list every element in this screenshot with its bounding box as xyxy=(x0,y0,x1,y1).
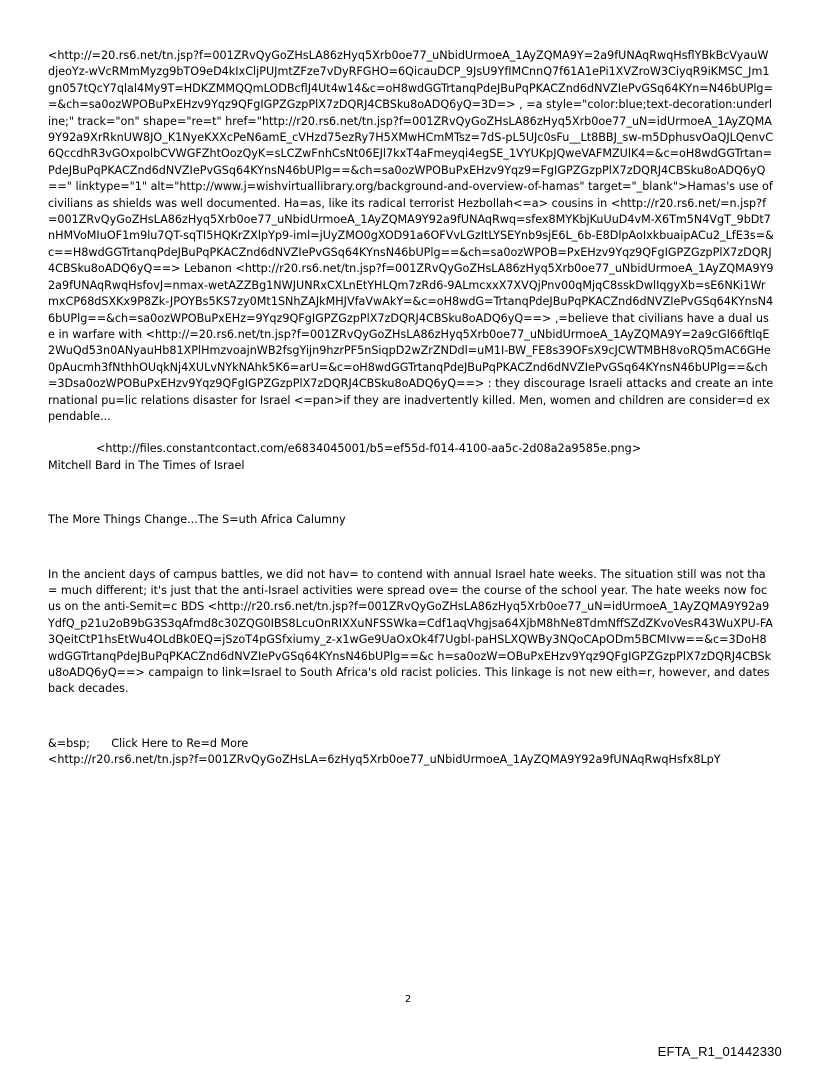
paragraph-gap xyxy=(48,474,774,512)
source-attribution: Mitchell Bard in The Times of Israel xyxy=(48,458,245,472)
paragraph-gap xyxy=(48,529,774,567)
body-paragraph-south-africa: In the ancient days of campus battles, we did not hav= to contend with annual Israel hate weeks. The situation still was not tha= much different; it's just that the anti-Israel activities were spread ove= the course of the school year. The hate weeks now focus on the anti-Semit=c BDS <http://r20.rs6.net/tn.jsp?f=001ZRvQyGoZHsLA86zHyq5Xrb0oe77_uN=idUrmoeA_1AyZQMA9Y92a9YdfQ_p21u2oB9bG3S3qAfmd8c30ZQG0IBS8LcuOnRIXXuNFSSWka=Cdf1aqVhgjsa64XjbM8hNe8TdmNffSZdZKvoVesR43WuXPU-FA3QeitCtP1hsEtWu4OLdBk0EQ=jSzoT4pGSfxiumy_z-x1wGe9UaOxOk4f7Ugbl-paHSLXQWBy3NQoCApODm5BCMIvw==&c=3DoH8wdGGTrtanqPdeJBuPqPKACZnd6dNVZIePvGSq64KYnsN46bUPlg==&c h=sa0ozW=OBuPxEHzv9Yqz9QFgIGPZGzpPlX7zDQRJ4CBSku8oADQ6yQ==> campaign to link=Israel to South Africa's old racist policies. This linkage is not new eith=r, however, and dates back decades. xyxy=(48,567,773,696)
body-paragraph-hamas: <http://=20.rs6.net/tn.jsp?f=001ZRvQyGoZHsLA86zHyq5Xrb0oe77_uNbidUrmoeA_1AyZQMA9Y=2a9fUNAqRwqHsflYBkBcVyauWdjeoYz-wVcRMmMyzg9bTO9eD4kIxCljPUJmtZFze7vDyRFGHO=6QicauDCP_9JsU9YfIMCnnQ7f61A1ePi1XVZroW3CiyqR9iKMSC_Jm1gn057tQcY7qlal4My9T=HDKZMMQQmLODBcflJ4Ut4w14&c=oH8wdGGTrtanqPdeJBuPqPKACZnd6dNVZIePvGSq64KYn=N46bUPlg==&ch=sa0ozWPOBuPxEHzv9Yqz9QFgIGPZGzpPlX7zDQRJ4CBSku8oADQ6yQ=3D=> , =a style="color:blue;text-decoration:underline;" track="on" shape="re=t" href="http://r20.rs6.net/tn.jsp?f=001ZRvQyGoZHsLA86zHyq5Xrb0oe77_uN=idUrmoeA_1AyZQMA9Y92a9XrRknUW8JO_K1NyeKXXcPeN6amE_cVHzd75ezRy7H5XMwHCmMTsz=7dS-pL5UJc0sFu__Lt8BBJ_sw-m5DphusvOaQJLQenvC6QccdhR3vGOxpolbCVWGFZhtOozQyK=sLCZwFnhCsNt06EJl7kxT4aFmeyqi4egSE_1VYUKpJQweVAFMZUlK4=&c=oH8wdGGTrtan=PdeJBuPqPKACZnd6dNVZIePvGSq64KYnsN46bUPlg==&ch=sa0ozWPOBuPxEHzv9Yqz9=FgIGPZGzpPlX7zDQRJ4CBSku8oADQ6yQ==" linktype="1" alt="http://www.j=wishvirtuallibrary.org/background-and-overview-of-hamas" target="_blank">Hamas's use of civilians as shields was well documented. Ha=as, like its radical terrorist Hezbollah<=a> cousins in <http://r20.rs6.net/=n.jsp?f=001ZRvQyGoZHsLA86zHyq5Xrb0oe77_uNbidUrmoeA_1AyZQMA9Y92a9fUNAqRwq=sfex8MYKbjKuUuD4vM-X6Tm5N4VgT_9bDt7nHMVoMIuOF1m9lu7QT-sqTI5HQKrZXlpYp9-iml=jUyZMO0gXOD91a6OFVvLGzItLYSEYnb9sjE6L_6b-E8DlpAoIxkbuaipACu2_LfE3s=&c==H8wdGGTrtanqPdeJBuPqPKACZnd6dNVZIePvGSq64KYnsN46bUPlg==&ch=sa0ozWPOB=PxEHzv9Yqz9QFgIGPZGzpPlX7zDQRJ4CBSku8oADQ6yQ==> Lebanon <http://r20.rs6.net/tn.jsp?f=001ZRvQyGoZHsLA86zHyq5Xrb0oe77_uNbidUrmoeA_1AyZQMA9Y92a9fUNAqRwqHsfovJ=nmax-wetAZZBg1NWJUNRxCXLnEtYHLQm7zRd6-9ALmcxxX7XVQjPnv00qMjqC8sskDwlIqgyXb=sE6NKi1WrmxCP68dSXKx9P8Zk-JPOYBs5KS7zy0Mt1SNhZAJkMHJVfaVwAkY=&c=oH8wdG=TrtanqPdeJBuPqPKACZnd6dNVZIePvGSq64KYnsN46bUPlg==&ch=sa0ozWPOBuPxEHz=9Yqz9QFgIGPZGzpPlX7zDQRJ4CBSku8oADQ6yQ==> ,=believe that civilians have a dual use in warfare with <http://=20.rs6.net/tn.jsp?f=001ZRvQyGoZHsLA86zHyq5Xrb0oe77_uNbidUrmoeA_1AyZQMA9Y=2a9cGl66ftlqE2WuQd53n0ANyauHb81XPlHmzvoajnWB2fsgYijn9hzrPF5nSiqpD2wZrZNDdl=uM1I-BW_FE8s39OFsX9cJCWTMBH8voRQ5mAC6GHe0pAucmh3fNthhOUqkNj4XULvNYkNAhk5K6=arU=&c=oH8wdGGTrtanqPdeJBuPqPKACZnd6dNVZIePvGSq64KYnsN46bUPlg==&ch=3Dsa0ozWPOBuPxEHzv9Yqz9QFgIGPZGzpPlX7zDQRJ4CBSku8oADQ6yQ==> : they discourage Israeli attacks and create an international pu=lic relations disaster for Israel <=pan>if they are inadvertently killed. Men, women and children are consider=d expendable... xyxy=(48,49,774,423)
trailing-url: <http://r20.rs6.net/tn.jsp?f=001ZRvQyGoZHsLA=6zHyq5Xrb0oe77_uNbidUrmoeA_1AyZQMA9Y92a9fUNAqRwqHsfx8LpY xyxy=(48,753,721,767)
page-number: 2 xyxy=(404,994,412,1005)
image-link-text: <http://files.constantcontact.com/e6834045001/b5=ef55d-f014-4100-aa5c-2d08a2a9585e.png> xyxy=(96,442,642,456)
read-more-link: &=bsp; Click Here to Re=d More xyxy=(48,736,249,750)
paragraph-gap xyxy=(48,425,774,441)
paragraph-gap xyxy=(48,698,774,736)
document-id: EFTA_R1_01442330 xyxy=(657,1044,782,1059)
document-body xyxy=(48,48,774,769)
section-heading: The More Things Change...The S=uth Africa Calumny xyxy=(48,513,346,527)
